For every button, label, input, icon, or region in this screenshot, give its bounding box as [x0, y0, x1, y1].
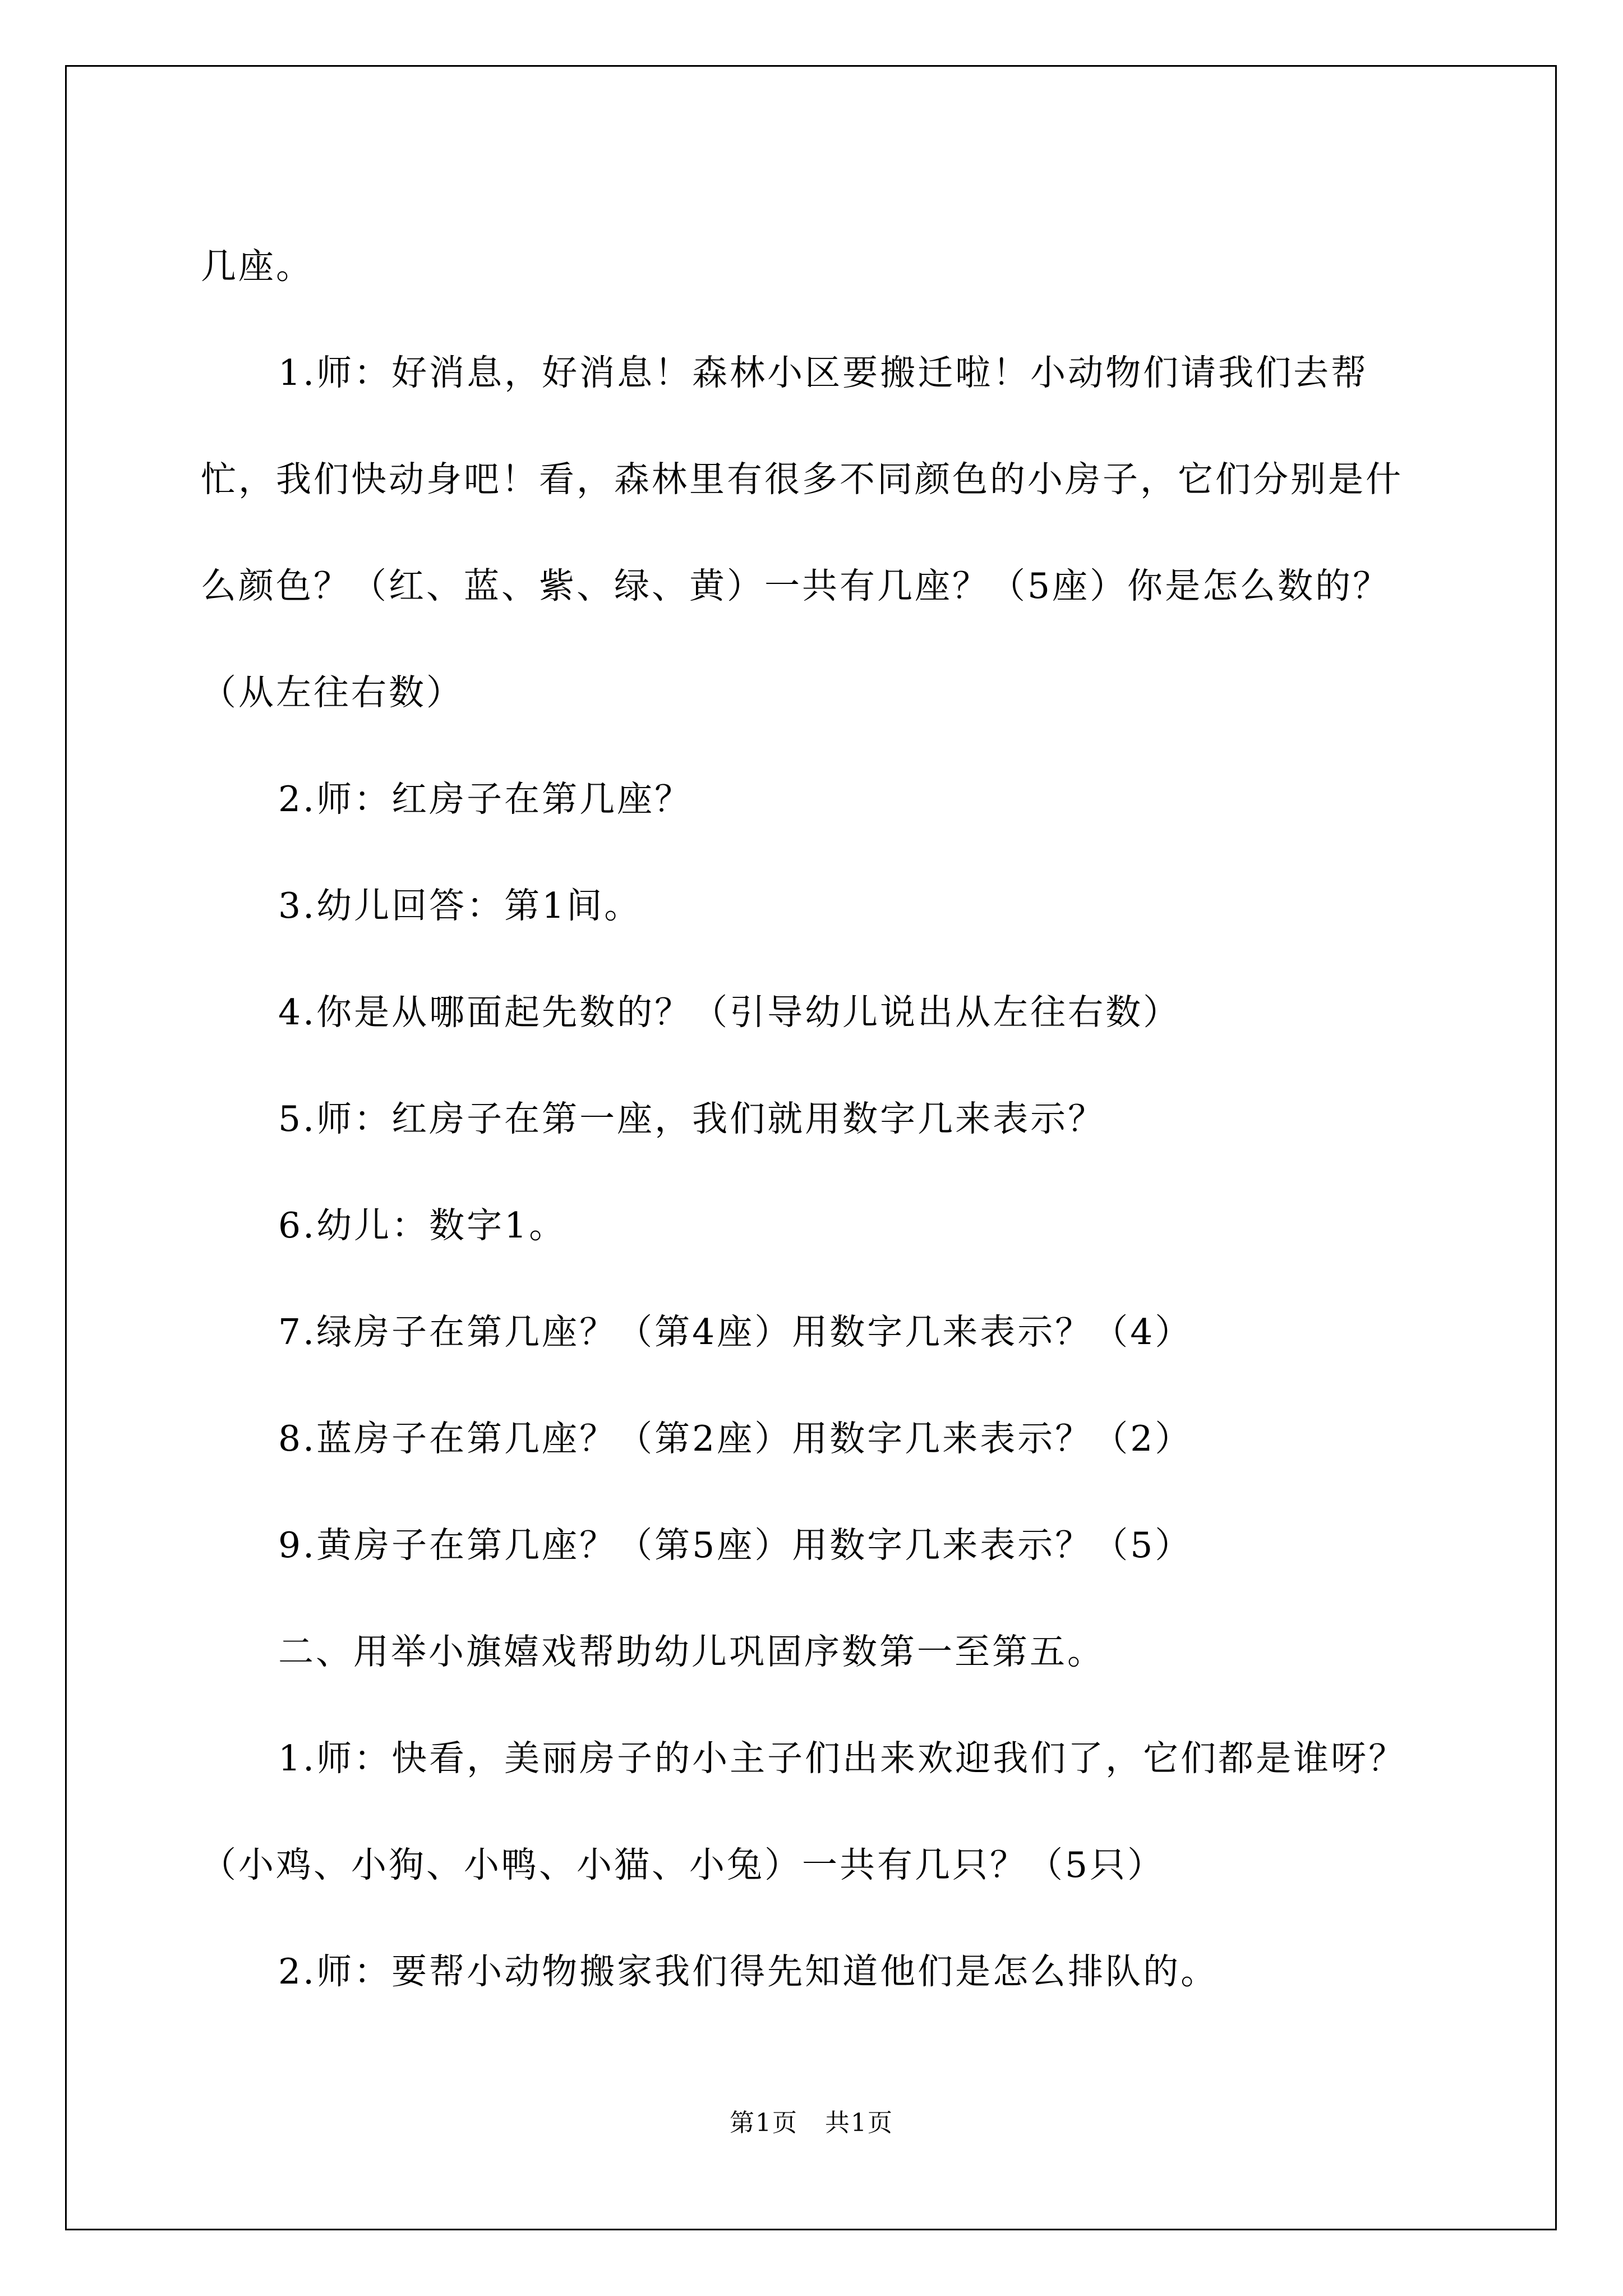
- paragraph-continued: 几座。: [201, 246, 313, 287]
- paragraph-section2-step-2: 2.师：要帮小动物搬家我们得先知道他们是怎么排队的。: [278, 1951, 1219, 1992]
- page-number-footer: 第1页 共1页: [730, 2109, 893, 2137]
- paragraph-step-6: 6.幼儿：数字1。: [278, 1205, 567, 1246]
- paragraph-step-9: 9.黄房子在第几座？（第5座）用数字几来表示？（5）: [278, 1525, 1193, 1566]
- paragraph-step-5: 5.师：红房子在第一座，我们就用数字几来表示？: [278, 1098, 1106, 1139]
- paragraph-step-2: 2.师：红房子在第几座？: [278, 779, 693, 820]
- paragraph-step-8: 8.蓝房子在第几座？（第2座）用数字几来表示？（2）: [278, 1418, 1193, 1459]
- section-heading-two: 二、用举小旗嬉戏帮助幼儿巩固序数第一至第五。: [278, 1631, 1105, 1672]
- paragraph-step-4: 4.你是从哪面起先数的？（引导幼儿说出从左往右数）: [278, 992, 1181, 1033]
- paragraph-step-3: 3.幼儿回答：第1间。: [278, 885, 642, 926]
- paragraph-step-1: 1.师：好消息，好消息！森林小区要搬迁啦！小动物们请我们去帮忙，我们快动身吧！看，森林里有很多不同颜色的小房子，它们分别是什么颜色？（红、蓝、紫、绿、黄）一共有几座？（5座）你是怎么数的？（从左往右数）: [201, 352, 1403, 713]
- document-body: [201, 213, 1429, 2025]
- paragraph-step-7: 7.绿房子在第几座？（第4座）用数字几来表示？（4）: [278, 1312, 1193, 1352]
- paragraph-section2-step-1: 1.师：快看，美丽房子的小主子们出来欢迎我们了，它们都是谁呀？（小鸡、小狗、小鸭、小猫、小兔）一共有几只？（5只）: [201, 1738, 1407, 1885]
